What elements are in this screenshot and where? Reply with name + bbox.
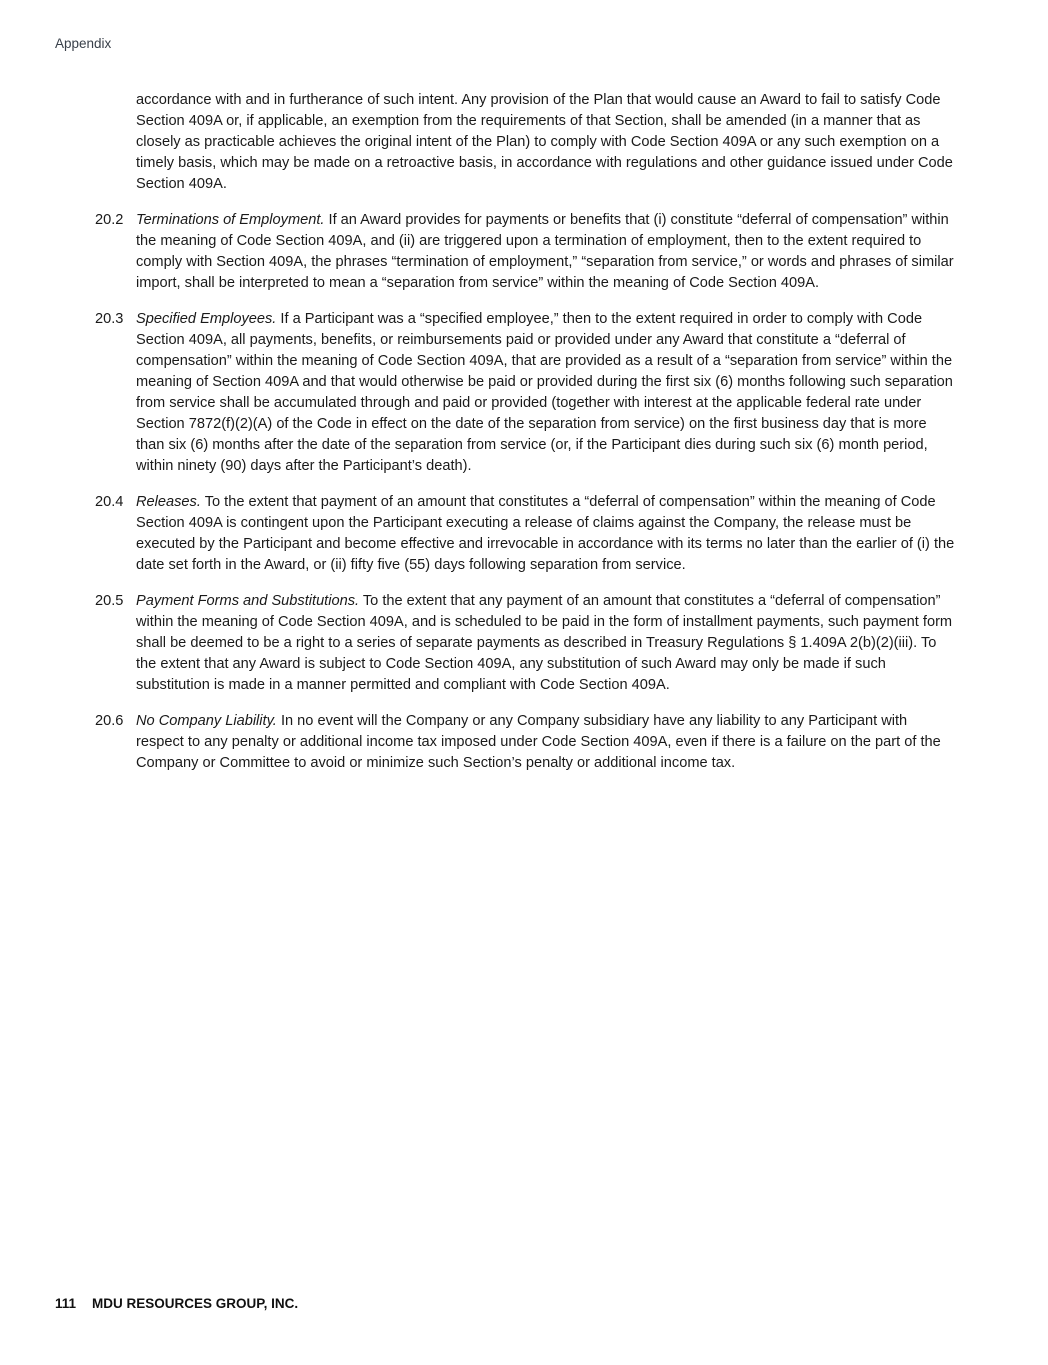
section-number: 20.2 (95, 212, 124, 228)
section-heading: Terminations of Employment. (136, 212, 325, 228)
section-paragraph (136, 492, 955, 576)
section-paragraph (136, 711, 955, 774)
page-number: 111 (55, 1296, 77, 1311)
section-20-2 (95, 210, 955, 294)
section-20-5 (95, 591, 955, 696)
section-number: 20.4 (95, 494, 124, 510)
section-number: 20.5 (95, 593, 124, 609)
section-text: In no event will the Company or any Company subsidiary have any liability to any Participant with respect to any penalty or additional income tax imposed under Code Section 409A, even if there is a failure on the part of the Company or Committee to avoid or minimize such Section’s penalty or additional income tax. (136, 713, 941, 771)
section-20-6 (95, 711, 955, 774)
section-20-3 (95, 309, 955, 477)
section-heading: Releases. (136, 494, 201, 510)
section-paragraph (136, 591, 955, 696)
appendix-label: Appendix (55, 36, 112, 51)
section-text: To the extent that payment of an amount that constitutes a “deferral of compensation” within the meaning of Code Section 409A is contingent upon the Participant executing a release of claims against the Company, the release must be executed by the Participant and become effective and irrevocable in accordance with its terms no later than the earlier of (i) the date set forth in the Award, or (ii) fifty five (55) days following separation from service. (136, 494, 955, 573)
section-paragraph (136, 210, 955, 294)
page-footer (55, 1296, 298, 1311)
section-text: If an Award provides for payments or benefits that (i) constitute “deferral of compensation” within the meaning of Code Section 409A, and (ii) are triggered upon a termination of employment, then to the extent required to comply with Section 409A, the phrases “termination of employment,” “separation from service,” or words and phrases of similar import, shall be interpreted to mean a “separation from service” within the meaning of Code Section 409A. (136, 212, 954, 291)
company-name: MDU RESOURCES GROUP, INC. (92, 1296, 299, 1311)
section-number: 20.3 (95, 311, 124, 327)
section-number: 20.6 (95, 713, 124, 729)
section-text: If a Participant was a “specified employee,” then to the extent required in order to comply with Code Section 409A, all payments, benefits, or reimbursements paid or provided under any Award that constitute a “deferral of compensation” within the meaning of Code Section 409A, that are provided as a result of a “separation from service” within the meaning of Section 409A and that would otherwise be paid or provided during the first six (6) months following such separation from service shall be accumulated through and paid or provided (together with interest at the applicable federal rate under Section 7872(f)(2)(A) of the Code in effect on the date of the separation from service) on the first business day that is more than six (6) months after the date of the separation from service (or, if the Participant dies during such six (6) month period, within ninety (90) days after the Participant’s death). (136, 311, 953, 474)
section-20-4 (95, 492, 955, 576)
section-heading: Specified Employees. (136, 311, 277, 327)
document-content (95, 90, 955, 789)
section-text: To the extent that any payment of an amount that constitutes a “deferral of compensation” within the meaning of Code Section 409A, and is scheduled to be paid in the form of installment payments, such payment form shall be deemed to be a right to a series of separate payments as described in Treasury Regulations § 1.409A 2(b)(2)(iii). To the extent that any Award is subject to Code Section 409A, any substitution of such Award may only be made if such substitution is made in a manner permitted and compliant with Code Section 409A. (136, 593, 953, 693)
section-heading: Payment Forms and Substitutions. (136, 593, 360, 609)
section-heading: No Company Liability. (136, 713, 277, 729)
continuation-paragraph: accordance with and in furtherance of such intent. Any provision of the Plan that would cause an Award to fail to satisfy Code Section 409A or, if applicable, an exemption from the requirements of that Section, shall be amended (in a manner that as closely as practicable achieves the original intent of the Plan) to comply with Code Section 409A or any such exemption on a timely basis, which may be made on a retroactive basis, in accordance with regulations and other guidance issued under Code Section 409A. (136, 92, 953, 192)
section-paragraph (136, 309, 955, 477)
